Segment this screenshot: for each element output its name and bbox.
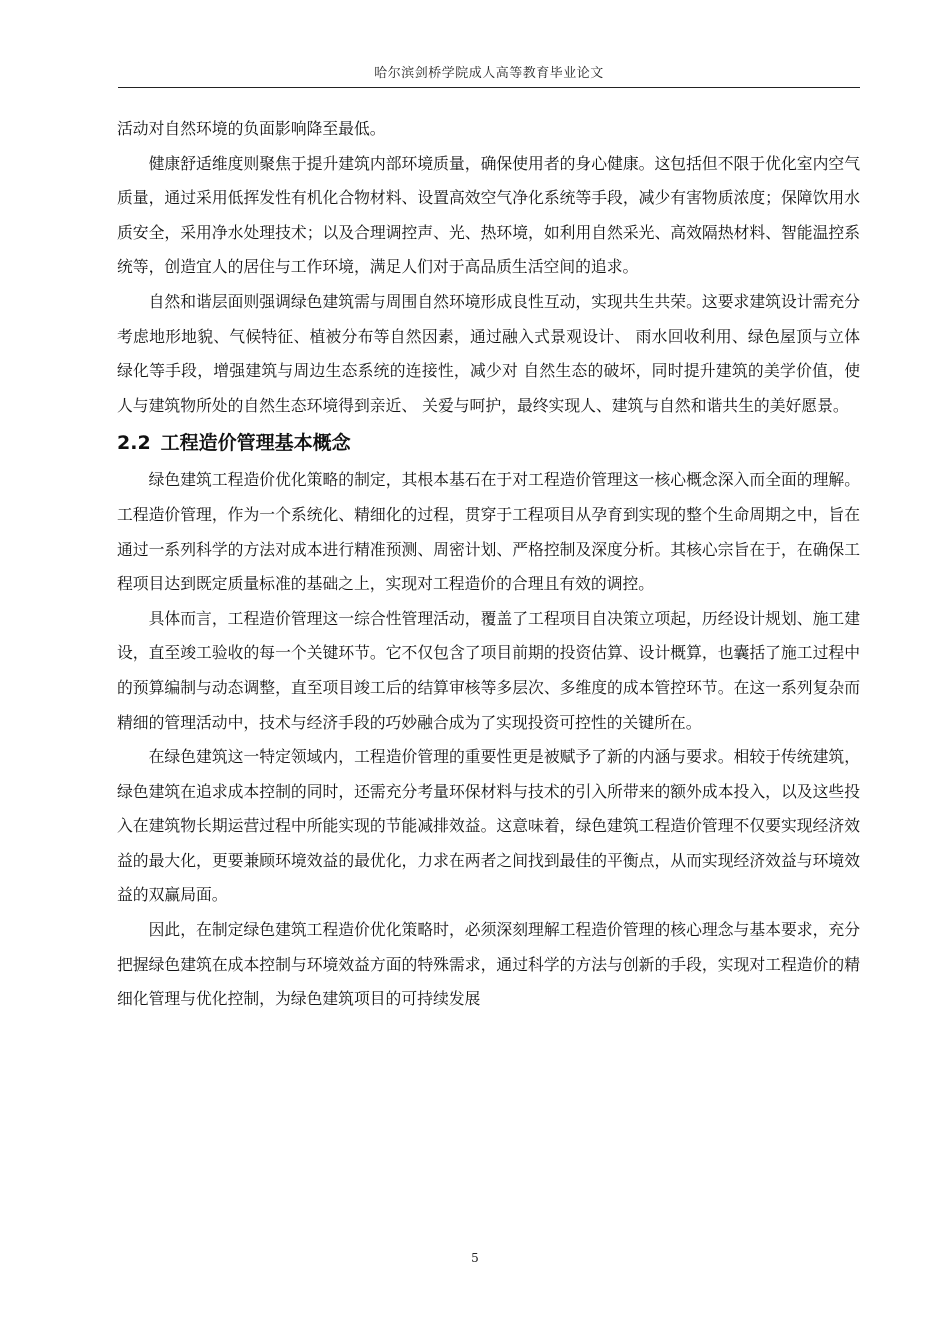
- section-number: 2.2: [117, 432, 151, 455]
- section-title: 工程造价管理基本概念: [160, 432, 351, 455]
- paragraph-health-comfort: 健康舒适维度则聚焦于提升建筑内部环境质量，确保使用者的身心健康。这包括但不限于优化室内空气质量，通过采用低挥发性有机化合物材料、设置高效空气净化系统等手段，减少有害物质浓度；保障饮用水质安全，采用净水处理技术；以及合理调控声、光、热环境，如利用自然采光、高效隔热材料、智能温控系统等，创造宜人的居住与工作环境，满足人们对于高品质生活空间的追求。: [117, 153, 860, 277]
- header-divider: [118, 87, 860, 88]
- running-header: 哈尔滨剑桥学院成人高等教育毕业论文: [374, 66, 604, 81]
- paragraph-cost-management-basis: 绿色建筑工程造价优化策略的制定，其根本基石在于对工程造价管理这一核心概念深入而全面的理解。工程造价管理，作为一个系统化、精细化的过程，贯穿于工程项目从孕育到实现的整个生命周期之中，旨在通过一系列科学的方法对成本进行精准预测、周密计划、严格控制及深度分析。其核心宗旨在于，在确保工程项目达到既定质量标准的基础之上，实现对工程造价的合理且有效的调控。: [117, 470, 860, 594]
- paragraph-cost-management-scope: 具体而言，工程造价管理这一综合性管理活动，覆盖了工程项目自决策立项起，历经设计规划、施工建设，直至竣工验收的每一个关键环节。它不仅包含了项目前期的投资估算、设计概算，也囊括了施工过程中的预算编制与动态调整，直至项目竣工后的结算审核等多层次、多维度的成本管控环节。在这一系列复杂而精细的管理活动中，技术与经济手段的巧妙融合成为了实现投资可控性的关键所在。: [117, 608, 860, 732]
- section-heading: [117, 427, 860, 459]
- paragraph-green-building-cost: 在绿色建筑这一特定领域内，工程造价管理的重要性更是被赋予了新的内涵与要求。相较于传统建筑，绿色建筑在追求成本控制的同时，还需充分考量环保材料与技术的引入所带来的额外成本投入，以及这些投入在建筑物长期运营过程中所能实现的节能减排效益。这意味着，绿色建筑工程造价管理不仅要实现经济效益的最大化，更要兼顾环境效益的最优化，力求在两者之间找到最佳的平衡点，从而实现经济效益与环境效益的双赢局面。: [117, 747, 860, 905]
- paragraph-natural-harmony: 自然和谐层面则强调绿色建筑需与周围自然环境形成良性互动，实现共生共荣。这要求建筑设计需充分考虑地形地貌、气候特征、植被分布等自然因素，通过融入式景观设计、 雨水回收利用、绿色屋顶与立体绿化等手段，增强建筑与周边生态系统的连接性，减少对 自然生态的破坏，同时提升建筑的美学价值，使人与建筑物所处的自然生态环境得到亲近、 关爱与呵护，最终实现人、建筑与自然和谐共生的美好愿景。: [117, 291, 860, 415]
- paragraph-strategy-conclusion: 因此，在制定绿色建筑工程造价优化策略时，必须深刻理解工程造价管理的核心理念与基本要求，充分把握绿色建筑在成本控制与环境效益方面的特殊需求，通过科学的方法与创新的手段，实现对工程造价的精细化管理与优化控制，为绿色建筑项目的可持续发展: [117, 920, 860, 1009]
- page-number: 5: [471, 1251, 479, 1265]
- page-body: [117, 112, 860, 1017]
- paragraph-continued: 活动对自然环境的负面影响降至最低。: [117, 119, 386, 138]
